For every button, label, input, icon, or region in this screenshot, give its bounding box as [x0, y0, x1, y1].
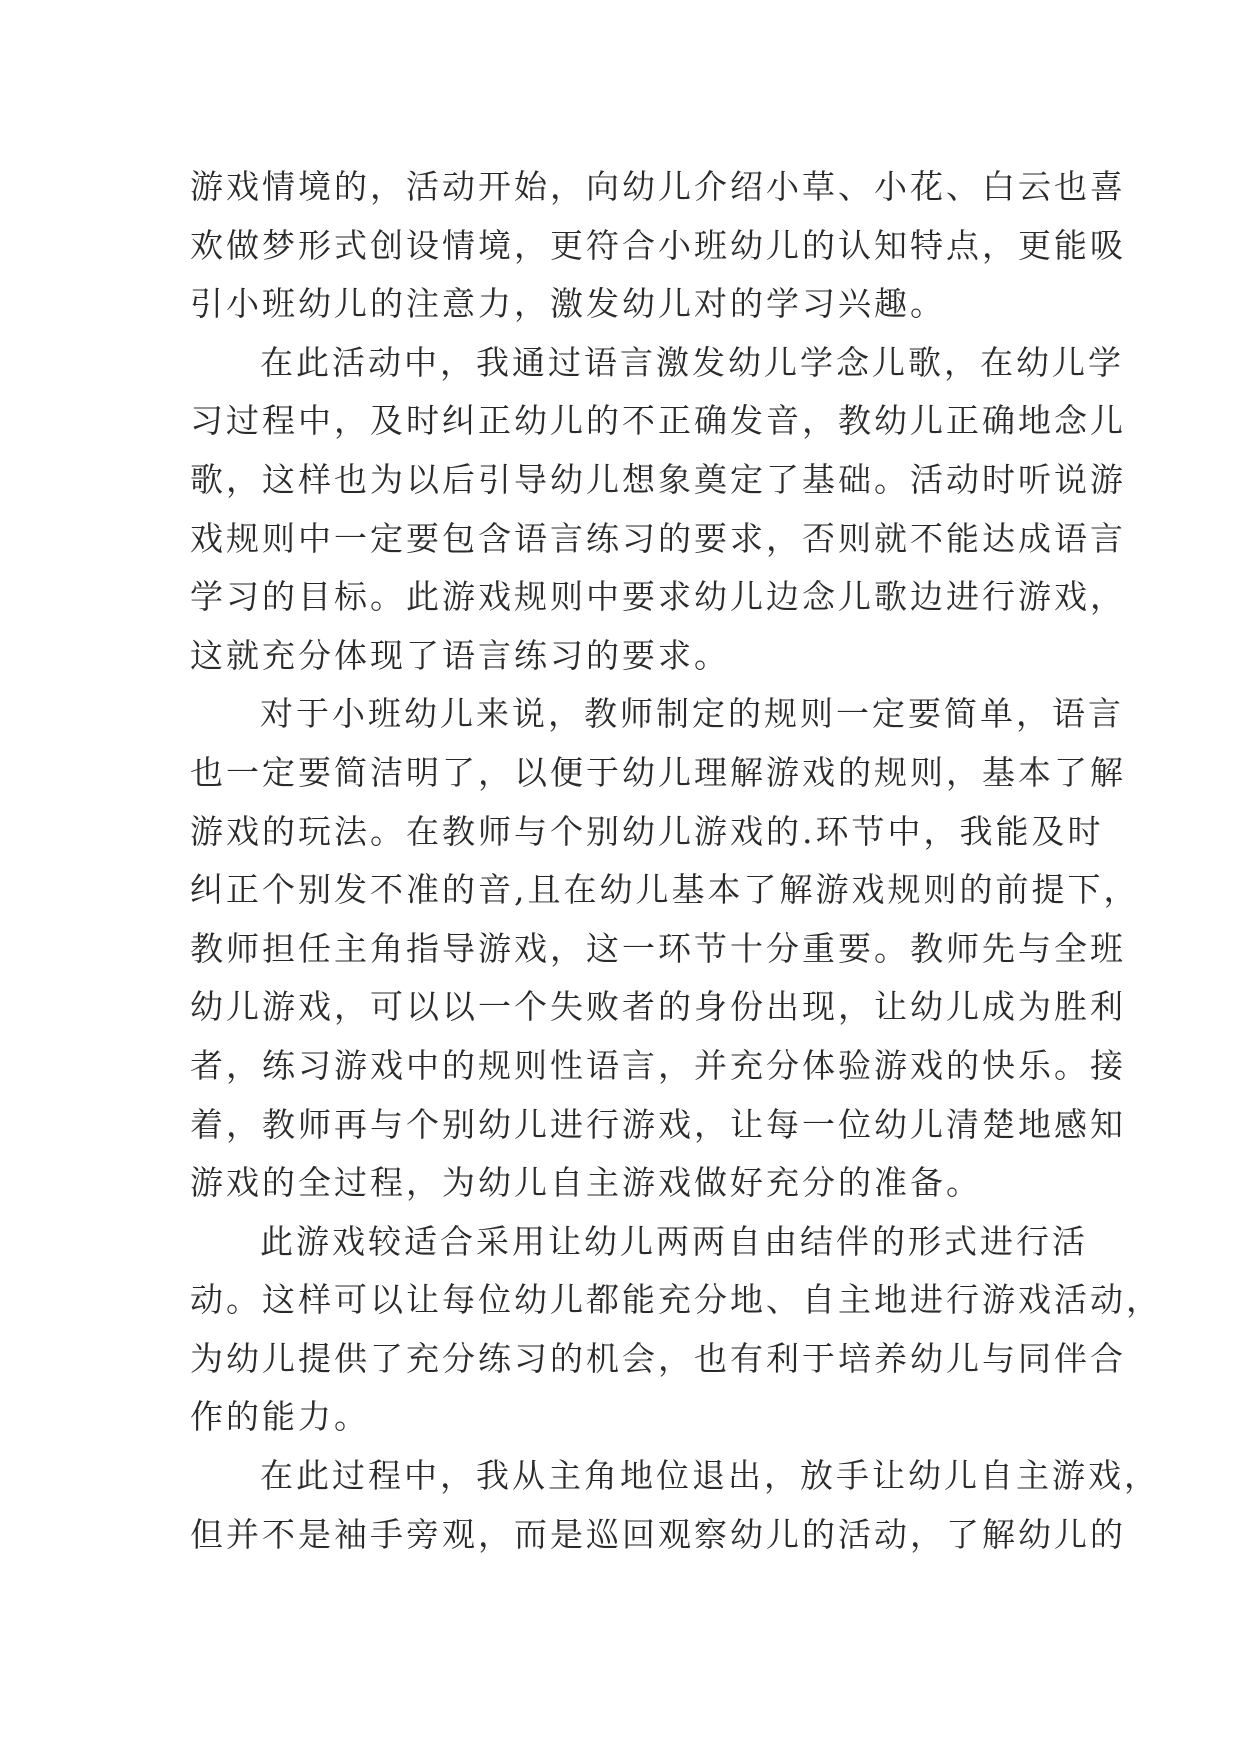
paragraph-1 [190, 158, 1126, 334]
text-line: 游戏的玩法。在教师与个别幼儿游戏的.环节中，我能及时 [190, 811, 1104, 851]
paragraph-5 [190, 1447, 1160, 1564]
text-line: 歌，这样也为以后引导幼儿想象奠定了基础。活动时听说游 [190, 459, 1126, 499]
text-line: 在此活动中，我通过语言激发幼儿学念儿歌，在幼儿学 [260, 342, 1124, 382]
text-line: 着，教师再与个别幼儿进行游戏，让每一位幼儿清楚地感知 [190, 1104, 1126, 1144]
text-line: 游戏情境的，活动开始，向幼儿介绍小草、小花、白云也喜 [190, 167, 1126, 206]
text-line: 动。这样可以让每位幼儿都能充分地、自主地进行游戏活动， [190, 1280, 1162, 1320]
text-line: 学习的目标。此游戏规则中要求幼儿边念儿歌边进行游戏， [190, 577, 1126, 617]
text-line: 作的能力。 [190, 1397, 370, 1437]
text-line: 这就充分体现了语言练习的要求。 [190, 635, 730, 675]
text-line: 幼儿游戏，可以以一个失败者的身份出现，让幼儿成为胜利 [190, 987, 1126, 1027]
text-line: 纠正个别发不准的音,且在幼儿基本了解游戏规则的前提下， [190, 870, 1140, 910]
text-line: 对于小班幼儿来说，教师制定的规则一定要简单，语言 [260, 694, 1124, 734]
text-line: 习过程中，及时纠正幼儿的不正确发音，教幼儿正确地念儿 [190, 401, 1126, 441]
text-line: 教师担任主角指导游戏，这一环节十分重要。教师先与全班 [190, 928, 1126, 968]
paragraph-4 [190, 1213, 1162, 1447]
text-line: 此游戏较适合采用让幼儿两两自由结伴的形式进行活 [260, 1221, 1088, 1261]
text-line: 游戏的全过程，为幼儿自主游戏做好充分的准备。 [190, 1163, 982, 1203]
text-line: 戏规则中一定要包含语言练习的要求，否则就不能达成语言 [190, 518, 1126, 558]
text-line: 者，练习游戏中的规则性语言，并充分体验游戏的快乐。接 [190, 1045, 1126, 1085]
text-line: 为幼儿提供了充分练习的机会，也有利于培养幼儿与同伴合 [190, 1338, 1126, 1378]
paragraph-2 [190, 334, 1126, 686]
text-line: 引小班幼儿的注意力，激发幼儿对的学习兴趣。 [190, 284, 946, 324]
text-line: 也一定要简洁明了，以便于幼儿理解游戏的规则，基本了解 [190, 752, 1126, 792]
text-line: 欢做梦形式创设情境，更符合小班幼儿的认知特点，更能吸 [190, 225, 1126, 265]
document-body [190, 158, 1162, 1564]
paragraph-3 [190, 685, 1140, 1212]
text-line: 在此过程中，我从主角地位退出，放手让幼儿自主游戏， [260, 1456, 1160, 1496]
text-line: 但并不是袖手旁观，而是巡回观察幼儿的活动，了解幼儿的 [190, 1514, 1126, 1554]
